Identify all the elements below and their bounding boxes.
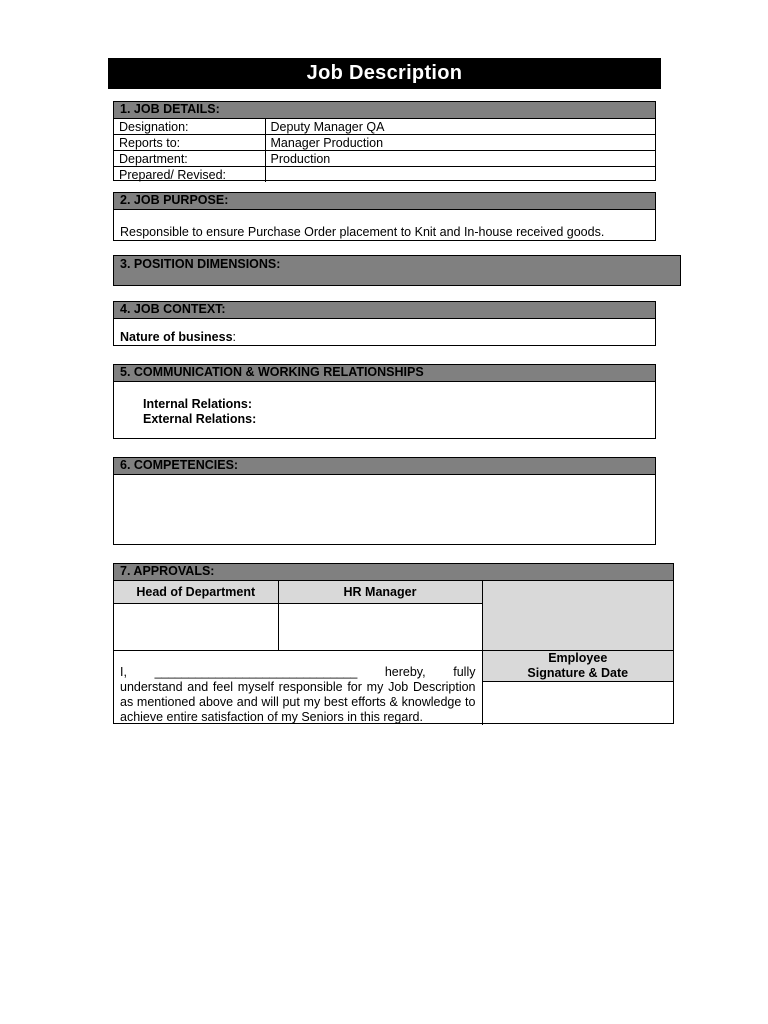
employee-label: Employee: [548, 651, 608, 665]
hr-manager-header: HR Manager: [278, 581, 482, 604]
department-label: Department:: [114, 151, 265, 167]
nature-of-business-colon: :: [232, 330, 237, 344]
job-context-header: 4. JOB CONTEXT:: [114, 302, 655, 319]
competencies-header: 6. COMPETENCIES:: [114, 458, 655, 475]
signature-date-label: Signature & Date: [527, 666, 629, 680]
head-of-department-header: Head of Department: [114, 581, 278, 604]
job-purpose-section: [113, 192, 656, 241]
external-relations-label: External Relations:: [143, 412, 257, 426]
reports-to-label: Reports to:: [114, 135, 265, 151]
job-details-section: [113, 101, 656, 181]
hr-manager-signature-box: [278, 604, 482, 651]
declaration-name-blank: ______________________________: [154, 665, 358, 679]
declaration-first-line: [120, 651, 476, 680]
designation-value: Deputy Manager QA: [265, 119, 655, 135]
approvals-table: [114, 581, 673, 725]
internal-relations-label: Internal Relations:: [143, 397, 253, 411]
job-context-section: [113, 301, 656, 346]
declaration-cell: [114, 651, 482, 726]
job-details-table: [114, 119, 655, 182]
job-details-header: 1. JOB DETAILS:: [114, 102, 655, 119]
job-purpose-text: Responsible to ensure Purchase Order placement to Knit and In-house received goods.: [120, 225, 605, 239]
job-purpose-header: 2. JOB PURPOSE:: [114, 193, 655, 210]
employee-signature-box: [482, 682, 673, 726]
designation-label: Designation:: [114, 119, 265, 135]
position-dimensions-section: [113, 255, 681, 286]
prepared-revised-value: [265, 167, 655, 183]
competencies-section: [113, 457, 656, 545]
head-of-department-signature-box: [114, 604, 278, 651]
prepared-revised-label: Prepared/ Revised:: [114, 167, 265, 183]
approval-blank-gray: [482, 581, 673, 651]
approvals-section: [113, 563, 674, 724]
approvals-header: 7. APPROVALS:: [114, 564, 673, 581]
declaration-word-fully: fully: [453, 665, 476, 679]
communication-header: 5. COMMUNICATION & WORKING RELATIONSHIPS: [114, 365, 655, 382]
reports-to-value: Manager Production: [265, 135, 655, 151]
nature-of-business-label: Nature of business: [120, 330, 233, 344]
employee-signature-header: [482, 651, 673, 682]
table-row: [114, 119, 655, 135]
declaration-text: understand and feel myself responsible for my Job Description as mentioned above and will put my best efforts & knowledge to achieve entire satisfaction of my Seniors in this regard.: [120, 680, 476, 724]
declaration-prefix: I,: [120, 665, 127, 679]
position-dimensions-header: 3. POSITION DIMENSIONS:: [114, 256, 680, 273]
page-title: Job Description: [108, 58, 661, 89]
table-row: [114, 135, 655, 151]
department-value: Production: [265, 151, 655, 167]
table-row: [114, 151, 655, 167]
communication-section: [113, 364, 656, 439]
nature-of-business-line: [120, 330, 236, 345]
declaration-word-hereby: hereby,: [384, 665, 426, 679]
table-row: [114, 167, 655, 183]
